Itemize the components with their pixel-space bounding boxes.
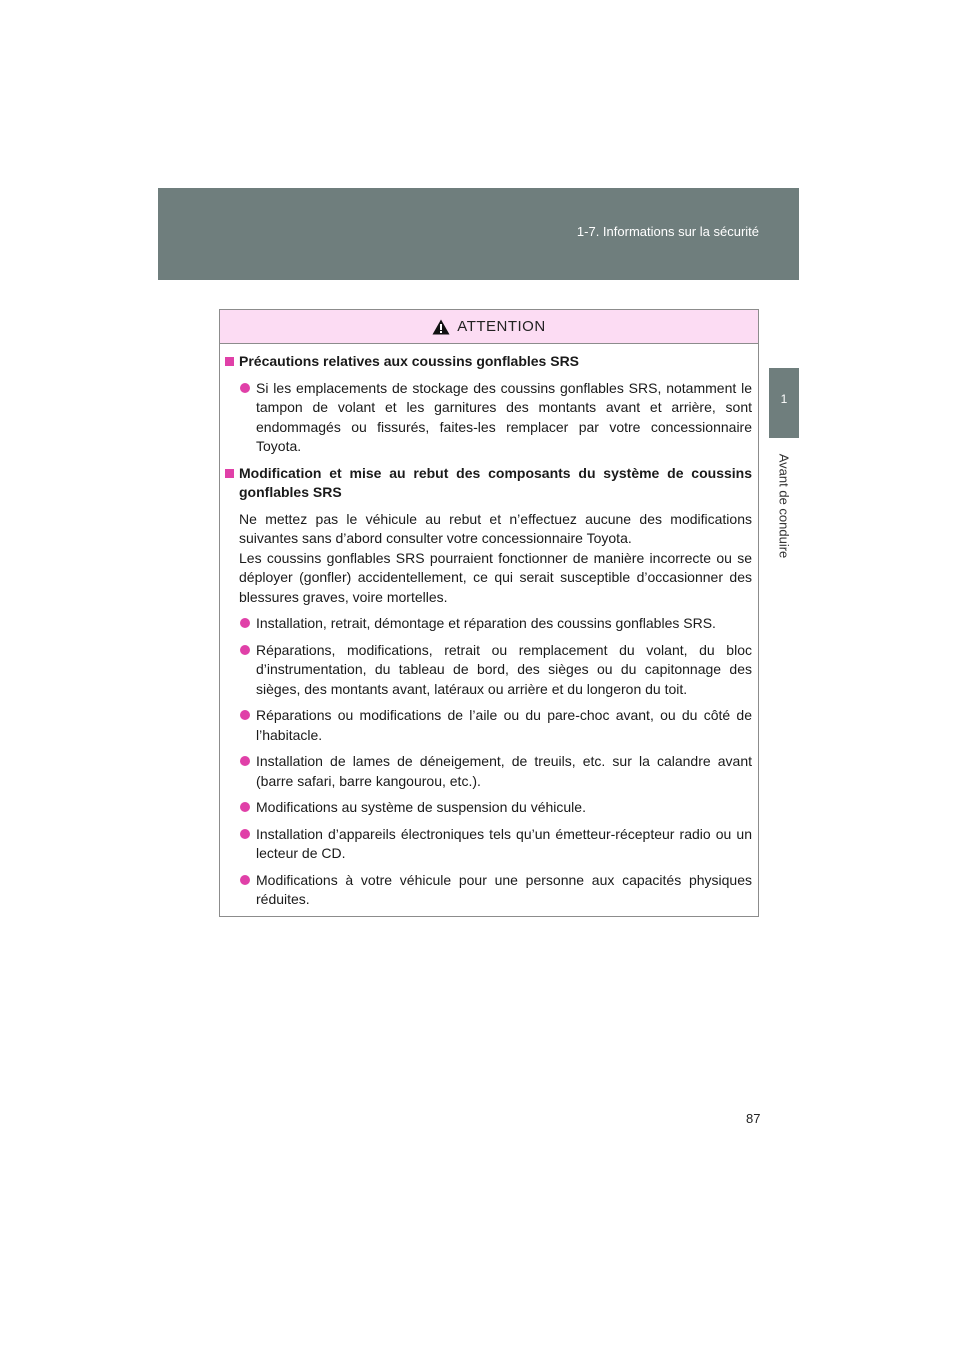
warning-triangle-icon bbox=[432, 319, 450, 335]
list-item: Réparations ou modifications de l’aile ou du pare-choc avant, ou du côté de l’habitacle. bbox=[224, 706, 752, 745]
circle-bullet-icon bbox=[240, 383, 250, 393]
circle-bullet-icon bbox=[240, 875, 250, 885]
square-bullet-icon bbox=[225, 357, 234, 366]
chapter-tab bbox=[769, 368, 799, 438]
section-breadcrumb: 1-7. Informations sur la sécurité bbox=[576, 224, 759, 239]
section-heading: Modification et mise au rebut des composants du système de coussins gonflables SRS bbox=[224, 464, 752, 503]
circle-bullet-icon bbox=[240, 756, 250, 766]
circle-bullet-icon bbox=[240, 618, 250, 628]
list-item: Modifications au système de suspension du véhicule. bbox=[224, 798, 752, 818]
list-item: Installation de lames de déneigement, de treuils, etc. sur la calandre avant (barre safari, barre kangourou, etc.). bbox=[224, 752, 752, 791]
list-item: Modifications à votre véhicule pour une personne aux capacités physiques réduites. bbox=[224, 871, 752, 910]
chapter-label: Avant de conduire bbox=[776, 453, 792, 559]
page-number: 87 bbox=[746, 1111, 761, 1126]
circle-bullet-icon bbox=[240, 710, 250, 720]
list-item: Installation, retrait, démontage et réparation des coussins gonflables SRS. bbox=[224, 614, 752, 634]
chapter-number: 1 bbox=[780, 392, 788, 406]
circle-bullet-icon bbox=[240, 829, 250, 839]
list-item: Réparations, modifications, retrait ou remplacement du volant, du bloc d’instrumentation, du tableau de bord, des sièges ou du capitonnage des sièges, des montants avant, latéraux ou arrière et du longeron du toit. bbox=[224, 641, 752, 700]
warning-body bbox=[220, 344, 758, 910]
section-heading: Précautions relatives aux coussins gonflables SRS bbox=[224, 352, 752, 372]
paragraph: Ne mettez pas le véhicule au rebut et n’effectuez aucune des modifications suivantes sans d’abord consulter votre concessionnaire Toyota. Les coussins gonflables SRS pourraient fonctionner de manière incorrecte ou se déployer (gonfler) accidentellement, ce qui serait susceptible d’occasionner des blessures graves, voire mortelles. bbox=[239, 510, 752, 605]
chapter-header-band bbox=[158, 188, 799, 280]
warning-title: ATTENTION bbox=[457, 318, 546, 335]
list-item: Si les emplacements de stockage des coussins gonflables SRS, notamment le tampon de volant et les garnitures des montants avant et arrière, sont endommagés ou fissurés, faites-les remplacer par votre concessionnaire Toyota. bbox=[224, 379, 752, 457]
warning-box bbox=[219, 309, 759, 917]
circle-bullet-icon bbox=[240, 802, 250, 812]
list-item: Installation d’appareils électroniques tels qu’un émetteur-récepteur radio ou un lecteur de CD. bbox=[224, 825, 752, 864]
circle-bullet-icon bbox=[240, 645, 250, 655]
warning-header bbox=[220, 310, 758, 344]
square-bullet-icon bbox=[225, 469, 234, 478]
